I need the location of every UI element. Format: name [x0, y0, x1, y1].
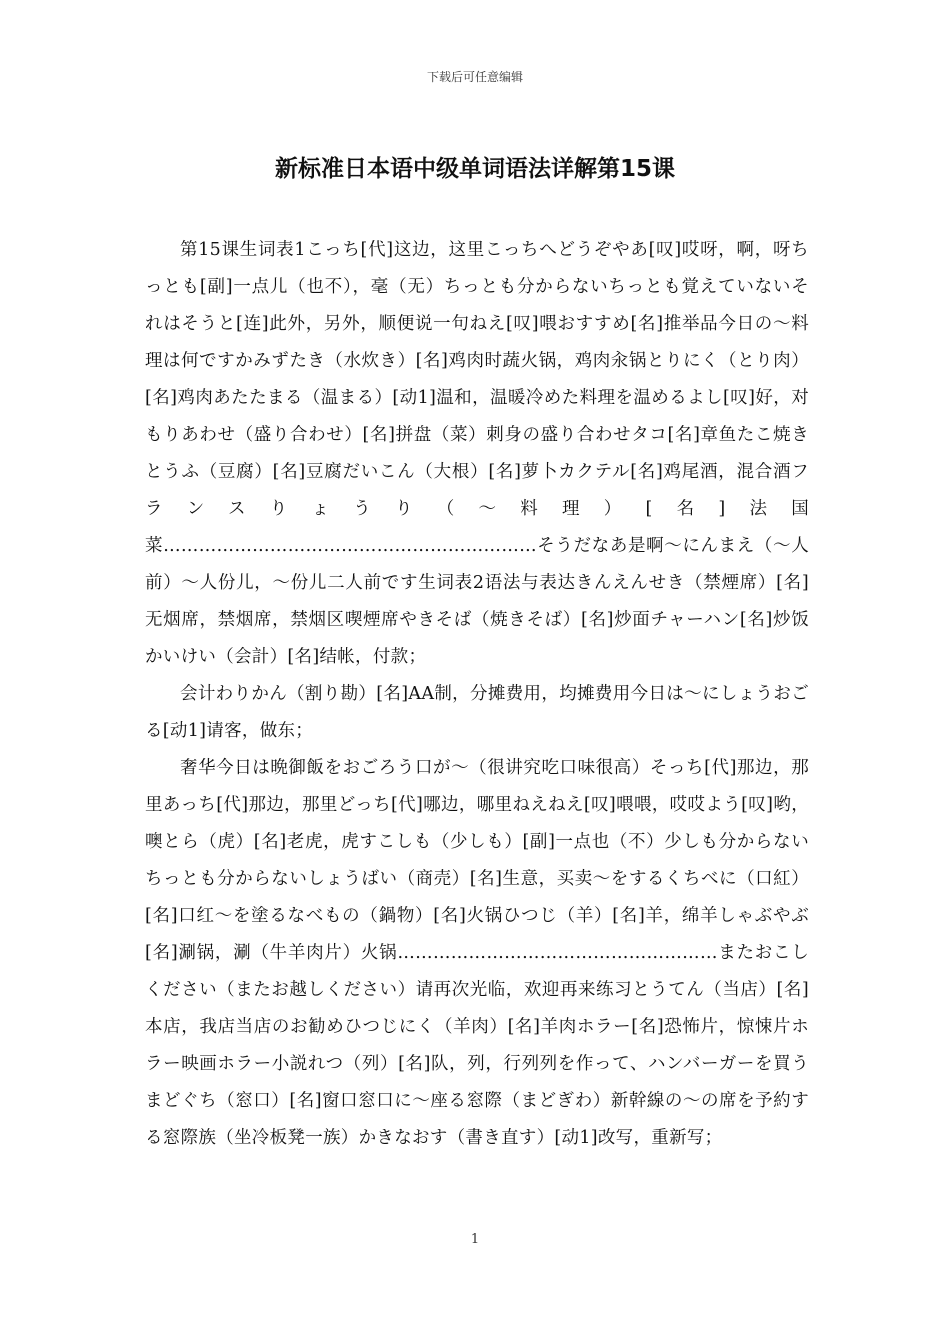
paragraph-1: 第15课生词表1こっち[代]这边，这里こっちへどうぞやあ[叹]哎呀，啊，呀ちっとも[副]一点儿（也不），毫（无）ちっとも分からないちっとも覚えていないそれはそうと[连]此外，另外，顺便说一句ねえ[叹]喂おすすめ[名]推举品今日の～料理は何ですかみずたき（水炊き）[名]鸡肉时蔬火锅，鸡肉汆锅とりにく（とり肉）[名]鸡肉あたたまる（温まる）[动1]温和，温暖冷めた料理を温めるよし[叹]好，对もりあわせ（盛り合わせ）[名]拼盘（菜）刺身の盛り合わせタコ[名]章鱼たこ焼きとうふ（豆腐）[名]豆腐だいこん（大根）[名]萝卜カクテル[名]鸡尾酒，混合酒フランスりょうり（～料理）[名]法国菜………………………………………………………そうだなあ是啊～にんまえ（～人前）～人份儿，～份儿二人前です生词表2语法与表达きんえんせき（禁煙席）[名]无烟席，禁烟席，禁烟区喫煙席やきそば（焼きそば）[名]炒面チャーハン[名]炒饭かいけい（会計）[名]结帐，付款；	[145, 240, 809, 667]
document-body	[145, 232, 809, 1157]
paragraph-3: 奢华今日は晩御飯をおごろう口が～（很讲究吃口味很高）そっち[代]那边，那里あっち[代]那边，那里どっち[代]哪边，哪里ねえねえ[叹]喂喂，哎哎よう[叹]哟，噢とら（虎）[名]老虎，虎すこしも（少しも）[副]一点也（不）少しも分からないちっとも分からないしょうばい（商売）[名]生意，买卖～をするくちべに（口紅）[名]口红～を塗るなべもの（鍋物）[名]火锅ひつじ（羊）[名]羊，绵羊しゃぶやぶ[名]涮锅，涮（牛羊肉片）火锅………………………………………………またおこしください（またお越しください）请再次光临，欢迎再来练习とうてん（当店）[名]本店，我店当店のお勧めひつじにく（羊肉）[名]羊肉ホラー[名]恐怖片，惊悚片ホラー映画ホラー小説れつ（列）[名]队，列，行列列を作って、ハンバーガーを買うまどぐち（窓口）[名]窗口窓口に～座る窓際（まどぎわ）新幹線の～の席を予約する窓際族（坐冷板凳一族）かきなおす（書き直す）[动1]改写，重新写；	[145, 758, 809, 1148]
paragraph-2: 会计わりかん（割り勘）[名]AA制，分摊费用，均摊费用今日は～にしょうおごる[动1]请客，做东；	[145, 684, 809, 741]
document-title: 新标准日本语中级单词语法详解第15课	[274, 156, 675, 182]
page-number: 1	[470, 1232, 480, 1247]
header-note: 下载后可任意编辑	[426, 70, 523, 84]
